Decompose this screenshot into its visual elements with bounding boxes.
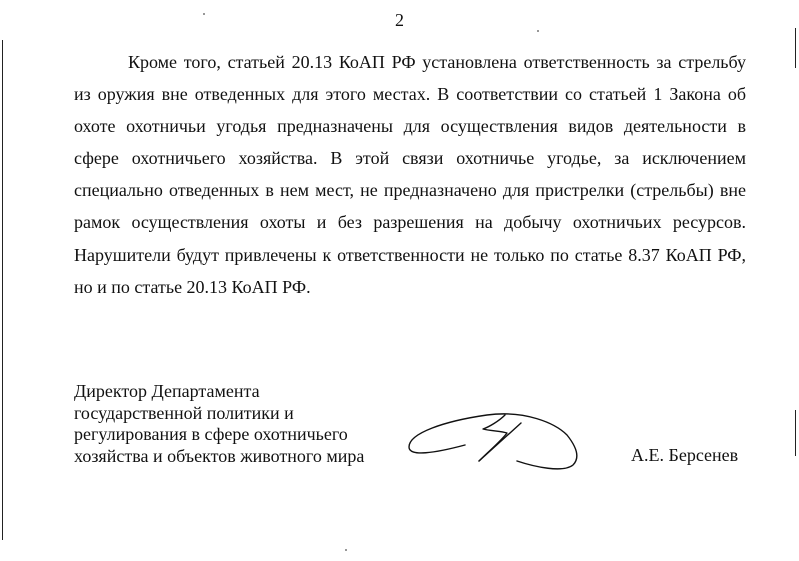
signatory-title-line: регулирования в сфере охотничьего [74, 424, 348, 444]
signatory-title-line: государственной политики и [74, 402, 294, 423]
signatory-title-line: Директор Департамента [74, 381, 260, 401]
scan-speck [537, 30, 539, 32]
signatory-name: А.Е. Берсенев [631, 445, 739, 465]
scan-edge-line [2, 40, 3, 540]
scan-speck [203, 13, 205, 15]
signatory-title-block [74, 381, 364, 467]
scan-edge-line [795, 410, 796, 456]
signatory-title-line: хозяйства и объектов животного мира [74, 445, 365, 466]
body-paragraph: Кроме того, статьей 20.13 КоАП РФ установлена ответственность за стрельбу из оружия вне отведенных для этого местах. В соответствии со статьей 1 Закона об охоте охотничьи угодья предназначены для осуществления видов деятельности в сфере охотничьего хозяйства. В этой связи охотничье угодье, за исключением специально отведенных в нем мест, не предназначено для пристрелки (стрельбы) вне рамок осуществления охоты и без разрешения на добычу охотничьих ресурсов. Нарушители будут привлечены к ответственности не только по статье 8.37 КоАП РФ, но и по статье 20.13 КоАП РФ. [74, 52, 746, 297]
page-number: 2 [395, 10, 404, 30]
scan-speck [345, 549, 347, 551]
scan-edge-line [795, 28, 796, 68]
handwritten-signature [405, 405, 585, 477]
